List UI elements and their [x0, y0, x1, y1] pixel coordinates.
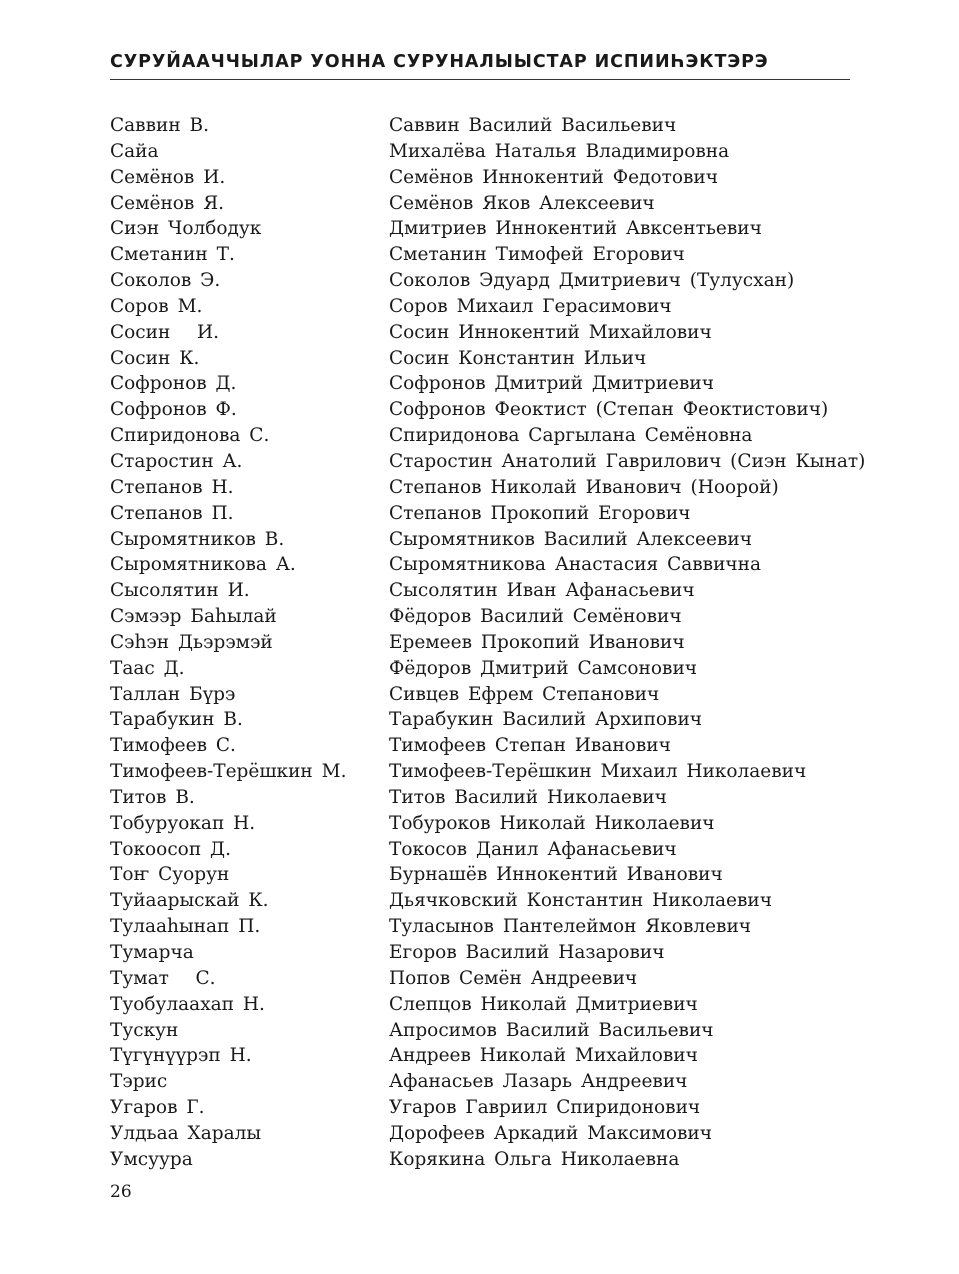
pseudonym: Сосин К.	[110, 347, 200, 369]
list-item	[110, 604, 850, 630]
real-name: Сосин Константин Ильич	[389, 347, 647, 369]
real-name: Степанов Прокопий Егорович	[389, 502, 691, 524]
list-item	[110, 733, 850, 759]
pseudonym: Тимофеев С.	[110, 735, 236, 757]
list-item	[110, 966, 850, 992]
list-item	[110, 1095, 850, 1121]
list-item	[110, 682, 850, 708]
pseudonym: Умсуура	[110, 1148, 193, 1170]
pseudonym: Тимофеев-Терёшкин М.	[110, 761, 347, 783]
real-name: Фёдоров Василий Семёнович	[389, 606, 682, 628]
pseudonym: Сэмээр Баһылай	[110, 606, 277, 628]
pseudonym: Сайа	[110, 140, 159, 162]
pseudonym: Туобулаахап Н.	[110, 993, 265, 1015]
pseudonym: Соколов Э.	[110, 270, 221, 292]
real-name: Соров Михаил Герасимович	[389, 295, 672, 317]
list-item	[110, 914, 850, 940]
pseudonym: Түгүнүүрэп Н.	[110, 1045, 252, 1067]
real-name: Саввин Василий Васильевич	[389, 115, 677, 136]
real-name: Дьячковский Константин Николаевич	[389, 890, 772, 912]
pseudonym: Улдьаа Харалы	[110, 1122, 262, 1144]
real-name: Тарабукин Василий Архипович	[389, 709, 703, 731]
page-number: 26	[110, 1182, 132, 1202]
list-item	[110, 837, 850, 863]
real-name: Корякина Ольга Николаевна	[389, 1148, 680, 1170]
real-name: Сыромятников Василий Алексеевич	[389, 528, 752, 550]
list-item	[110, 1121, 850, 1147]
list-item	[110, 371, 850, 397]
real-name: Еремеев Прокопий Иванович	[389, 631, 685, 653]
real-name: Сысолятин Иван Афанасьевич	[389, 580, 695, 602]
list-item	[110, 242, 850, 268]
real-name: Сметанин Тимофей Егорович	[389, 244, 685, 266]
list-item	[110, 320, 850, 346]
pseudonym: Тэрис	[110, 1071, 168, 1093]
pseudonym: Семёнов И.	[110, 166, 226, 188]
pseudonym-list	[110, 113, 866, 1173]
pseudonym: Сосин И.	[110, 321, 219, 343]
real-name: Спиридонова Саргылана Семёновна	[389, 425, 753, 447]
list-item	[110, 1147, 850, 1173]
pseudonym: Софронов Ф.	[110, 399, 237, 421]
list-item	[110, 785, 850, 811]
real-name: Тимофеев-Терёшкин Михаил Николаевич	[389, 761, 807, 783]
list-item	[110, 1069, 850, 1095]
list-item	[110, 165, 850, 191]
list-item	[110, 475, 850, 501]
pseudonym: Степанов П.	[110, 502, 234, 524]
list-item	[110, 191, 850, 217]
list-item	[110, 139, 850, 165]
list-item	[110, 527, 850, 553]
list-item	[110, 707, 850, 733]
pseudonym: Соров М.	[110, 295, 203, 317]
pseudonym: Спиридонова С.	[110, 425, 270, 447]
list-item	[110, 940, 850, 966]
list-item	[110, 501, 850, 527]
pseudonym: Таас Д.	[110, 657, 185, 679]
real-name: Дорофеев Аркадий Максимович	[389, 1122, 712, 1144]
pseudonym: Тоҥ Суорун	[110, 864, 230, 886]
real-name: Семёнов Иннокентий Федотович	[389, 166, 718, 188]
real-name: Апросимов Василий Васильевич	[389, 1019, 714, 1041]
real-name: Тимофеев Степан Иванович	[389, 735, 671, 757]
list-item	[110, 578, 850, 604]
list-item	[110, 294, 850, 320]
list-item	[110, 216, 850, 242]
pseudonym: Сыромятников В.	[110, 528, 285, 550]
pseudonym: Туйаарыскай К.	[110, 890, 269, 912]
real-name: Семёнов Яков Алексеевич	[389, 192, 655, 214]
real-name: Фёдоров Дмитрий Самсонович	[389, 657, 698, 679]
pseudonym: Сэһэн Дьэрэмэй	[110, 631, 273, 653]
pseudonym: Титов В.	[110, 786, 195, 808]
list-item	[110, 397, 850, 423]
list-item	[110, 449, 866, 475]
pseudonym: Степанов Н.	[110, 476, 234, 498]
real-name: Туласынов Пантелеймон Яковлевич	[389, 916, 752, 938]
pseudonym: Таллан Бүрэ	[110, 683, 236, 705]
real-name: Сивцев Ефрем Степанович	[389, 683, 660, 705]
pseudonym: Токоосоп Д.	[110, 838, 231, 860]
list-item	[110, 630, 850, 656]
list-item	[110, 113, 850, 139]
real-name: Бурнашёв Иннокентий Иванович	[389, 864, 723, 886]
real-name: Слепцов Николай Дмитриевич	[389, 993, 698, 1015]
pseudonym: Угаров Г.	[110, 1097, 205, 1119]
pseudonym: Сметанин Т.	[110, 244, 235, 266]
real-name: Андреев Николай Михайлович	[389, 1045, 698, 1067]
real-name: Сыромятникова Анастасия Саввична	[389, 554, 762, 576]
list-item	[110, 268, 850, 294]
pseudonym: Тобуруокап Н.	[110, 812, 256, 834]
real-name: Егоров Василий Назарович	[389, 942, 665, 963]
real-name: Софронов Дмитрий Дмитриевич	[389, 373, 714, 395]
real-name: Дмитриев Иннокентий Авксентьевич	[389, 218, 762, 240]
pseudonym: Семёнов Я.	[110, 192, 225, 214]
list-item	[110, 992, 850, 1018]
real-name: Тобуроков Николай Николаевич	[389, 812, 715, 834]
header-rule	[110, 79, 850, 80]
list-item	[110, 862, 850, 888]
list-item	[110, 888, 850, 914]
list-item	[110, 811, 850, 837]
real-name: Попов Семён Андреевич	[389, 967, 638, 989]
list-item	[110, 346, 850, 372]
real-name: Сосин Иннокентий Михайлович	[389, 321, 712, 343]
pseudonym: Тумарча	[110, 942, 194, 963]
pseudonym: Сыромятникова А.	[110, 554, 296, 576]
list-item	[110, 1018, 850, 1044]
list-item	[110, 552, 850, 578]
real-name: Афанасьев Лазарь Андреевич	[389, 1071, 688, 1093]
pseudonym: Тулааһынап П.	[110, 916, 261, 938]
real-name: Соколов Эдуард Дмитриевич (Тулусхан)	[389, 270, 795, 292]
pseudonym: Сиэн Чолбодук	[110, 218, 262, 240]
real-name: Степанов Николай Иванович (Ноорой)	[389, 476, 779, 498]
pseudonym: Саввин В.	[110, 115, 210, 136]
real-name: Титов Василий Николаевич	[389, 786, 667, 808]
list-item	[110, 1043, 850, 1069]
real-name: Токосов Данил Афанасьевич	[389, 838, 677, 860]
pseudonym: Тарабукин В.	[110, 709, 243, 731]
list-item	[110, 759, 850, 785]
pseudonym: Старостин А.	[110, 450, 243, 472]
real-name: Старостин Анатолий Гаврилович (Сиэн Кынат)	[389, 450, 866, 472]
real-name: Угаров Гавриил Спиридонович	[389, 1097, 701, 1119]
pseudonym: Тумат С.	[110, 967, 216, 989]
real-name: Софронов Феоктист (Степан Феоктистович)	[389, 399, 829, 421]
real-name: Михалёва Наталья Владимировна	[389, 140, 730, 162]
list-item	[110, 656, 850, 682]
pseudonym: Тускун	[110, 1019, 179, 1041]
running-header-title: СУРУЙААЧЧЫЛАР УОННА СУРУНАЛЫЫСТАР ИСПИИҺЭКТЭРЭ	[110, 52, 769, 72]
pseudonym: Сысолятин И.	[110, 580, 250, 602]
list-item	[110, 423, 850, 449]
pseudonym: Софронов Д.	[110, 373, 237, 395]
